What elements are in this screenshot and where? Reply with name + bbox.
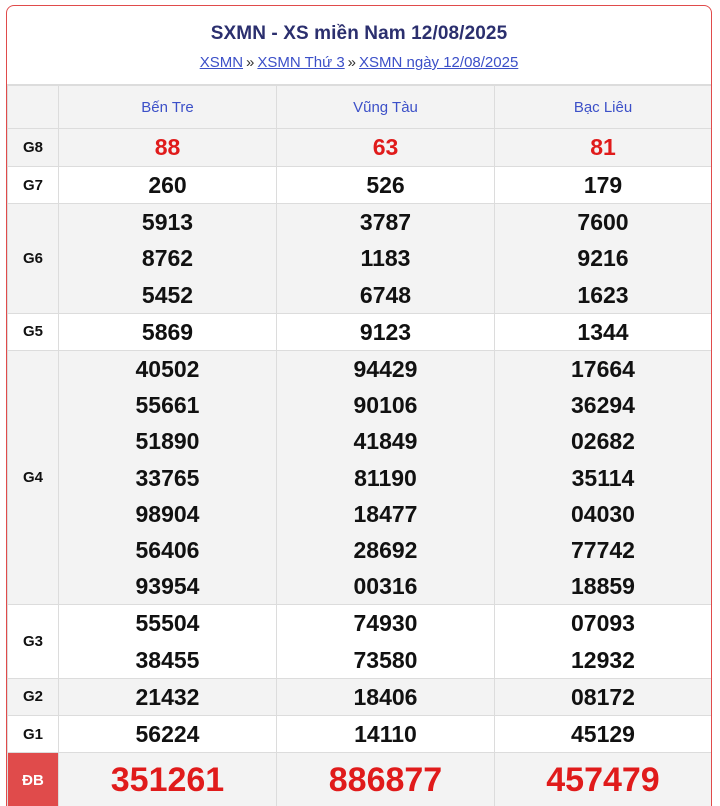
prize-number: 8762 xyxy=(141,245,194,272)
prize-cell xyxy=(59,167,277,204)
prize-number: 07093 xyxy=(571,610,635,637)
results-header xyxy=(7,6,711,85)
prize-number: 77742 xyxy=(571,537,635,564)
prize-number: 17664 xyxy=(571,356,635,383)
prize-cell xyxy=(495,716,712,753)
prize-number: 6748 xyxy=(359,281,412,308)
prize-label: G5 xyxy=(8,313,59,350)
prize-number: 18406 xyxy=(353,683,418,710)
page-title: SXMN - XS miền Nam 12/08/2025 xyxy=(210,23,508,44)
prize-number: 3787 xyxy=(359,209,412,236)
prize-number: 45129 xyxy=(571,721,635,748)
prize-cell xyxy=(495,351,712,605)
lottery-results-table xyxy=(7,85,712,806)
prize-number: 28692 xyxy=(353,537,418,564)
prize-number: 7600 xyxy=(577,209,629,236)
prize-number: 35114 xyxy=(571,464,635,491)
prize-row-g8 xyxy=(8,129,712,167)
prize-cell xyxy=(277,313,495,350)
prize-cell xyxy=(495,167,712,204)
prize-cell xyxy=(59,313,277,350)
province-header[interactable] xyxy=(277,86,495,129)
prize-cell xyxy=(495,204,712,314)
prize-label: G2 xyxy=(8,678,59,715)
prize-cell xyxy=(277,605,495,678)
prize-number: 00316 xyxy=(353,573,418,600)
prize-number: 08172 xyxy=(571,683,635,710)
prize-number: 179 xyxy=(583,172,623,198)
prize-number: 18859 xyxy=(571,573,635,600)
prize-number: 98904 xyxy=(135,500,200,527)
prize-cell xyxy=(277,351,495,605)
prize-cell xyxy=(277,167,495,204)
prize-cell xyxy=(59,716,277,753)
prize-number: 33765 xyxy=(135,464,200,491)
prize-row-g3 xyxy=(8,605,712,678)
prize-number: 74930 xyxy=(353,610,418,637)
prize-number: 40502 xyxy=(135,356,200,383)
prize-number: 56406 xyxy=(135,537,200,564)
prize-cell xyxy=(59,605,277,678)
prize-number: 38455 xyxy=(135,646,200,673)
prize-number: 9216 xyxy=(577,245,629,272)
prize-number: 5913 xyxy=(141,209,194,236)
prize-row-db xyxy=(8,753,712,806)
province-header[interactable] xyxy=(59,86,277,129)
prize-row-g1 xyxy=(8,716,712,753)
prize-cell xyxy=(495,313,712,350)
prize-number: 41849 xyxy=(353,428,418,455)
prize-label: G7 xyxy=(8,167,59,204)
prize-cell xyxy=(277,204,495,314)
prize-cell xyxy=(495,129,712,167)
breadcrumb-separator: » xyxy=(347,54,357,71)
breadcrumb-link-xsmn[interactable]: XSMN xyxy=(199,54,244,71)
prize-number: 88 xyxy=(154,134,181,160)
province-header[interactable] xyxy=(495,86,712,129)
prize-number: 526 xyxy=(366,172,405,198)
prize-number: 81 xyxy=(590,134,616,160)
prize-cell xyxy=(277,753,495,806)
prize-number: 886877 xyxy=(328,761,443,800)
breadcrumb-link-weekday[interactable]: XSMN Thứ 3 xyxy=(257,54,345,71)
prize-cell xyxy=(277,716,495,753)
province-name[interactable]: Bạc Liêu xyxy=(573,98,633,116)
prize-number: 94429 xyxy=(353,356,418,383)
prize-cell xyxy=(59,204,277,314)
prize-label: G3 xyxy=(8,605,59,678)
prize-number: 12932 xyxy=(571,646,635,673)
prize-row-g4 xyxy=(8,351,712,605)
prize-number: 1344 xyxy=(577,318,629,345)
prize-label: G8 xyxy=(8,129,59,167)
prize-number: 56224 xyxy=(135,721,200,748)
results-panel xyxy=(6,5,712,806)
prize-number: 73580 xyxy=(353,646,418,673)
prize-cell xyxy=(277,129,495,167)
prize-number: 457479 xyxy=(546,761,660,800)
prize-number: 1183 xyxy=(360,245,411,272)
prize-label-header xyxy=(8,86,59,129)
prize-row-g2 xyxy=(8,678,712,715)
prize-number: 1623 xyxy=(577,281,629,308)
prize-number: 5869 xyxy=(141,318,194,345)
prize-cell xyxy=(495,753,712,806)
breadcrumb xyxy=(7,54,711,71)
prize-number: 9123 xyxy=(359,318,412,345)
prize-number: 5452 xyxy=(141,281,194,308)
prize-number: 51890 xyxy=(135,428,200,455)
prize-cell xyxy=(59,129,277,167)
prize-number: 04030 xyxy=(571,500,635,527)
breadcrumb-separator: » xyxy=(246,54,255,71)
prize-cell xyxy=(495,678,712,715)
prize-cell xyxy=(59,351,277,605)
prize-number: 55661 xyxy=(135,392,200,419)
prize-number: 14110 xyxy=(354,721,417,748)
prize-cell xyxy=(495,605,712,678)
prize-label: G1 xyxy=(8,716,59,753)
prize-row-g5 xyxy=(8,313,712,350)
prize-cell xyxy=(59,753,277,806)
prize-row-g6 xyxy=(8,204,712,314)
prize-number: 36294 xyxy=(571,392,635,419)
province-name[interactable]: Vũng Tàu xyxy=(353,98,418,116)
province-name[interactable]: Bến Tre xyxy=(141,98,194,116)
prize-number: 90106 xyxy=(353,392,418,419)
prize-number: 55504 xyxy=(135,610,200,637)
prize-number: 18477 xyxy=(353,500,418,527)
prize-number: 93954 xyxy=(135,573,200,600)
prize-label: ĐB xyxy=(8,753,59,806)
prize-number: 351261 xyxy=(110,761,225,800)
prize-cell xyxy=(59,678,277,715)
prize-number: 260 xyxy=(148,172,187,198)
prize-cell xyxy=(277,678,495,715)
prize-label: G6 xyxy=(8,204,59,314)
prize-number: 81190 xyxy=(354,464,417,491)
breadcrumb-link-date[interactable]: XSMN ngày 12/08/2025 xyxy=(359,54,519,71)
province-header-row xyxy=(8,86,712,129)
prize-number: 02682 xyxy=(571,428,635,455)
prize-row-g7 xyxy=(8,167,712,204)
prize-label: G4 xyxy=(8,351,59,605)
prize-number: 21432 xyxy=(135,683,200,710)
prize-number: 63 xyxy=(372,134,399,160)
